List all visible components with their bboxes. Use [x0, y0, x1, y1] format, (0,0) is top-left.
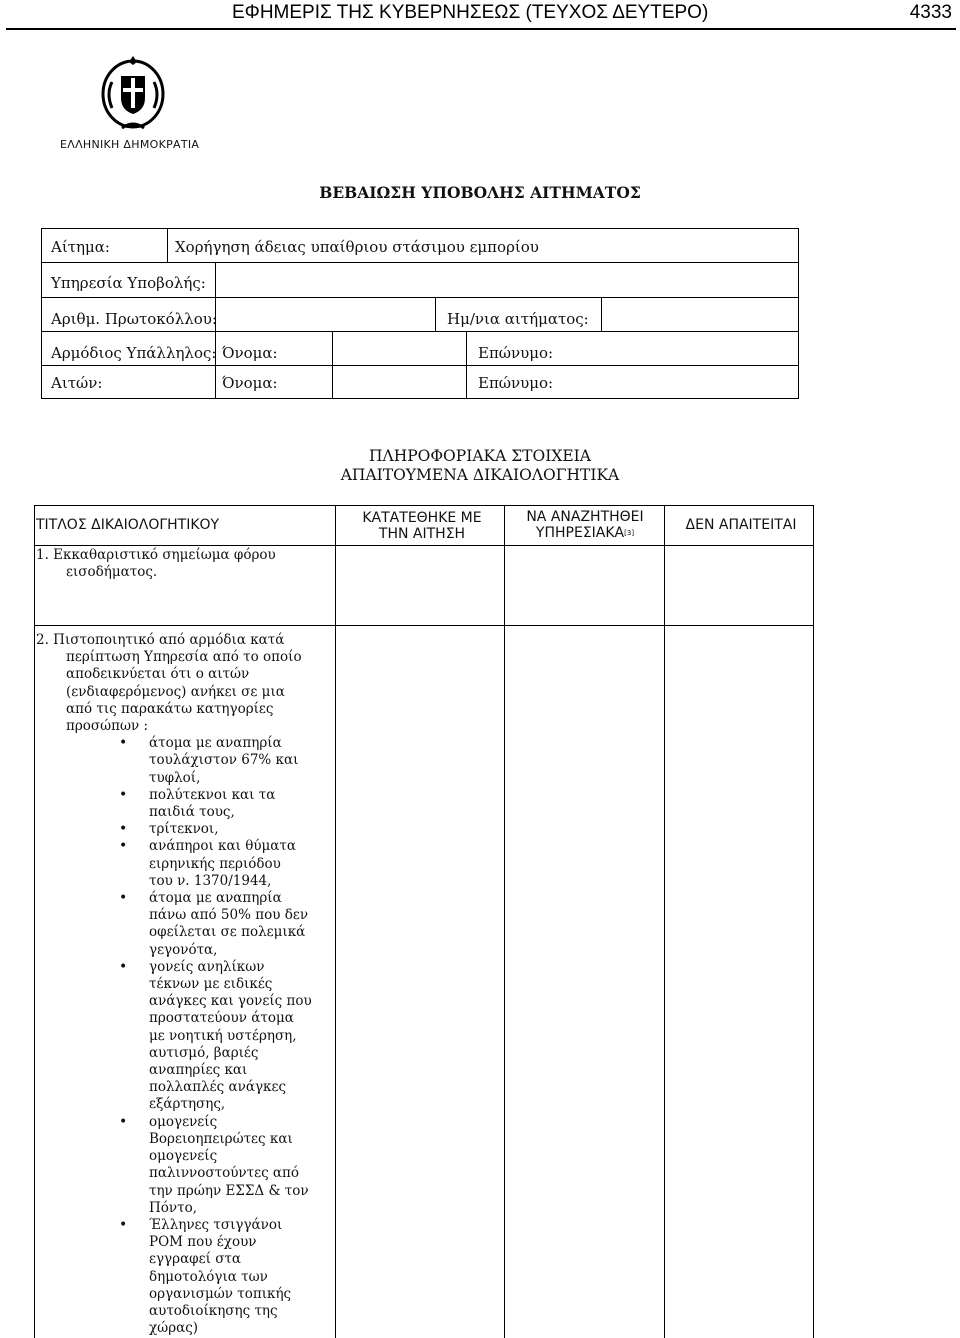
category-bullet-line: • ομογενείς — [149, 1113, 218, 1130]
col-header-search-line2: ΥΠΗΡΕΣΙΑΚΑ — [535, 525, 625, 541]
category-bullet-line: τουλάχιστον 67% και — [149, 752, 299, 769]
category-bullet-line: πάνω από 50% που δεν — [149, 907, 309, 924]
form-bottom-border — [41, 398, 799, 399]
table-col-divider — [335, 505, 336, 1338]
request-value: Χορήγηση άδειας υπαίθριου στάσιμου εμπορίου — [175, 238, 539, 256]
category-bullet-line: • γονείς ανηλίκων — [149, 958, 265, 975]
doc-item-2-intro — [36, 632, 331, 735]
table-col-divider — [664, 505, 665, 1338]
doc-item-2-intro-line: από τις παρακάτω κατηγορίες — [66, 700, 274, 717]
document-title: ΒΕΒΑΙΩΣΗ ΥΠΟΒΟΛΗΣ ΑΙΤΗΜΑΤΟΣ — [319, 183, 641, 202]
form-col-divider — [466, 331, 467, 399]
category-bullet-line: πολλαπλές ανάγκες — [149, 1079, 287, 1096]
category-bullet-line: • άτομα με αναπηρία — [149, 735, 282, 752]
applicant-surname-label: Επώνυμο: — [478, 374, 554, 392]
table-top-border — [34, 505, 814, 506]
category-bullet-item — [149, 735, 331, 787]
col-header-not-required: ΔΕΝ ΑΠΑΙΤΕΙΤΑΙ — [685, 517, 797, 533]
category-bullet-item — [149, 1217, 331, 1337]
required-documents-table — [34, 505, 814, 1338]
category-bullet-line: • άτομα με αναπηρία — [149, 890, 282, 907]
doc-item-2-bullets — [149, 735, 331, 1337]
doc-item-2-intro-line: 2. Πιστοποιητικό από αρμόδια κατά — [36, 632, 285, 648]
category-bullet-line: τυφλοί, — [149, 769, 201, 786]
table-header-divider — [34, 545, 814, 546]
form-col-divider — [601, 297, 602, 331]
table-col-divider — [504, 505, 505, 1338]
col-header-search — [510, 509, 660, 541]
officer-surname-label: Επώνυμο: — [478, 344, 554, 362]
category-bullet-item — [149, 959, 331, 1114]
category-bullet-line: ειρηνικής περιόδου — [149, 855, 281, 872]
form-col-divider — [167, 228, 168, 262]
category-bullet-line: ομογενείς — [149, 1148, 218, 1165]
category-bullet-item — [149, 821, 331, 838]
section-title-required-docs: ΑΠΑΙΤΟΥΜΕΝΑ ΔΙΚΑΙΟΛΟΓΗΤΙΚΑ — [340, 466, 620, 484]
form-row-divider — [41, 331, 799, 332]
category-bullet-line: προστατεύουν άτομα — [149, 1010, 294, 1027]
category-bullet-line: ανάγκες και γονείς που — [149, 993, 312, 1010]
form-col-divider — [435, 297, 436, 331]
category-bullet-line: Βορειοηπειρώτες και — [149, 1130, 293, 1147]
form-top-border — [41, 228, 799, 229]
doc-item-1 — [36, 547, 326, 581]
form-row-divider — [41, 262, 799, 263]
greek-coat-of-arms-icon — [100, 52, 166, 132]
category-bullet-line: οργανισμών τοπικής — [149, 1285, 292, 1302]
col-header-title: ΤΙΤΛΟΣ ΔΙΚΑΙΟΛΟΓΗΤΙΚΟΥ — [36, 517, 220, 533]
category-bullet-line: • πολύτεκνοι και τα — [149, 786, 276, 803]
category-bullet-line: χώρας) — [149, 1320, 199, 1337]
category-bullet-item — [149, 1114, 331, 1217]
country-caption: ΕΛΛΗΝΙΚΗ ΔΗΜΟΚΡΑΤΙΑ — [60, 138, 200, 151]
officer-name-label: Όνομα: — [222, 344, 278, 362]
doc-item-1-line: 1. Εκκαθαριστικό σημείωμα φόρου — [36, 547, 276, 563]
table-right-border — [813, 505, 814, 1338]
section-title-info: ΠΛΗΡΟΦΟΡΙΑΚΑ ΣΤΟΙΧΕΙΑ — [368, 447, 592, 465]
submission-form — [41, 228, 799, 399]
doc-item-2 — [36, 632, 331, 1337]
request-label: Αίτημα: — [51, 238, 110, 256]
doc-item-2-intro-line: αποδεικνύεται ότι ο αιτών — [66, 666, 250, 683]
page-number: 4333 — [909, 2, 952, 23]
form-col-divider — [215, 262, 216, 399]
category-bullet-line: Πόντο, — [149, 1199, 197, 1216]
col-header-search-line1: ΝΑ ΑΝΑΖΗΤΗΘΕΙ — [526, 509, 644, 525]
col-header-submitted-line1: ΚΑΤΑΤΕΘΗΚΕ ΜΕ — [362, 510, 482, 526]
category-bullet-line: • Έλληνες τσιγγάνοι — [149, 1216, 283, 1233]
doc-item-1-line: εισοδήματος. — [66, 564, 158, 581]
doc-item-2-intro-line: προσώπων : — [66, 718, 149, 735]
doc-item-2-intro-line: περίπτωση Υπηρεσία από το οποίο — [66, 649, 302, 666]
category-bullet-line: παιδιά τους, — [149, 804, 235, 821]
gazette-title: ΕΦΗΜΕΡΙΣ ΤΗΣ ΚΥΒΕΡΝΗΣΕΩΣ (ΤΕΥΧΟΣ ΔΕΥΤΕΡΟ) — [232, 2, 709, 23]
form-right-border — [798, 228, 799, 399]
form-row-divider — [41, 365, 799, 366]
request-date-label: Ημ/νια αιτήματος: — [447, 310, 589, 328]
service-label: Υπηρεσία Υποβολής: — [51, 274, 206, 292]
gazette-header — [0, 0, 960, 30]
category-bullet-line: την πρώην ΕΣΣΔ & τον — [149, 1182, 309, 1199]
category-bullet-item — [149, 838, 331, 890]
category-bullet-line: γεγονότα, — [149, 941, 218, 958]
category-bullet-line: του ν. 1370/1944, — [149, 872, 272, 889]
category-bullet-item — [149, 890, 331, 959]
form-left-border — [41, 228, 42, 399]
category-bullet-line: εγγραφεί στα — [149, 1251, 242, 1268]
category-bullet-line: αναπηρίες και — [149, 1062, 248, 1079]
category-bullet-line: παλιννοστούντες από — [149, 1165, 300, 1182]
category-bullet-line: δημοτολόγια των — [149, 1268, 268, 1285]
header-rule — [6, 28, 956, 30]
category-bullet-line: αυτοδιοίκησης της — [149, 1302, 278, 1319]
form-col-divider — [332, 331, 333, 399]
applicant-name-label: Όνομα: — [222, 374, 278, 392]
category-bullet-line: • ανάπηροι και θύματα — [149, 838, 296, 855]
category-bullet-line: αυτισμό, βαριές — [149, 1044, 259, 1061]
category-bullet-line: οφείλεται σε πολεμικά — [149, 924, 306, 941]
category-bullet-item — [149, 787, 331, 821]
table-row-divider — [34, 625, 814, 626]
table-left-border — [34, 505, 35, 1338]
applicant-label: Αιτών: — [51, 374, 103, 392]
form-row-divider — [41, 297, 799, 298]
protocol-label: Αριθμ. Πρωτοκόλλου: — [51, 310, 217, 328]
doc-item-2-intro-line: (ενδιαφερόμενος) ανήκει σε μια — [66, 683, 285, 700]
col-header-submitted — [342, 510, 502, 542]
category-bullet-line: • τρίτεκνοι, — [149, 821, 219, 838]
officer-label: Αρμόδιος Υπάλληλος: — [51, 344, 217, 362]
category-bullet-line: εξάρτησης, — [149, 1096, 226, 1113]
category-bullet-line: ΡΟΜ που έχουν — [149, 1234, 257, 1251]
col-header-submitted-line2: ΤΗΝ ΑΙΤΗΣΗ — [378, 526, 466, 542]
footnote-ref: [3] — [624, 529, 635, 537]
category-bullet-line: με νοητική υστέρηση, — [149, 1027, 297, 1044]
category-bullet-line: τέκνων με ειδικές — [149, 976, 273, 993]
